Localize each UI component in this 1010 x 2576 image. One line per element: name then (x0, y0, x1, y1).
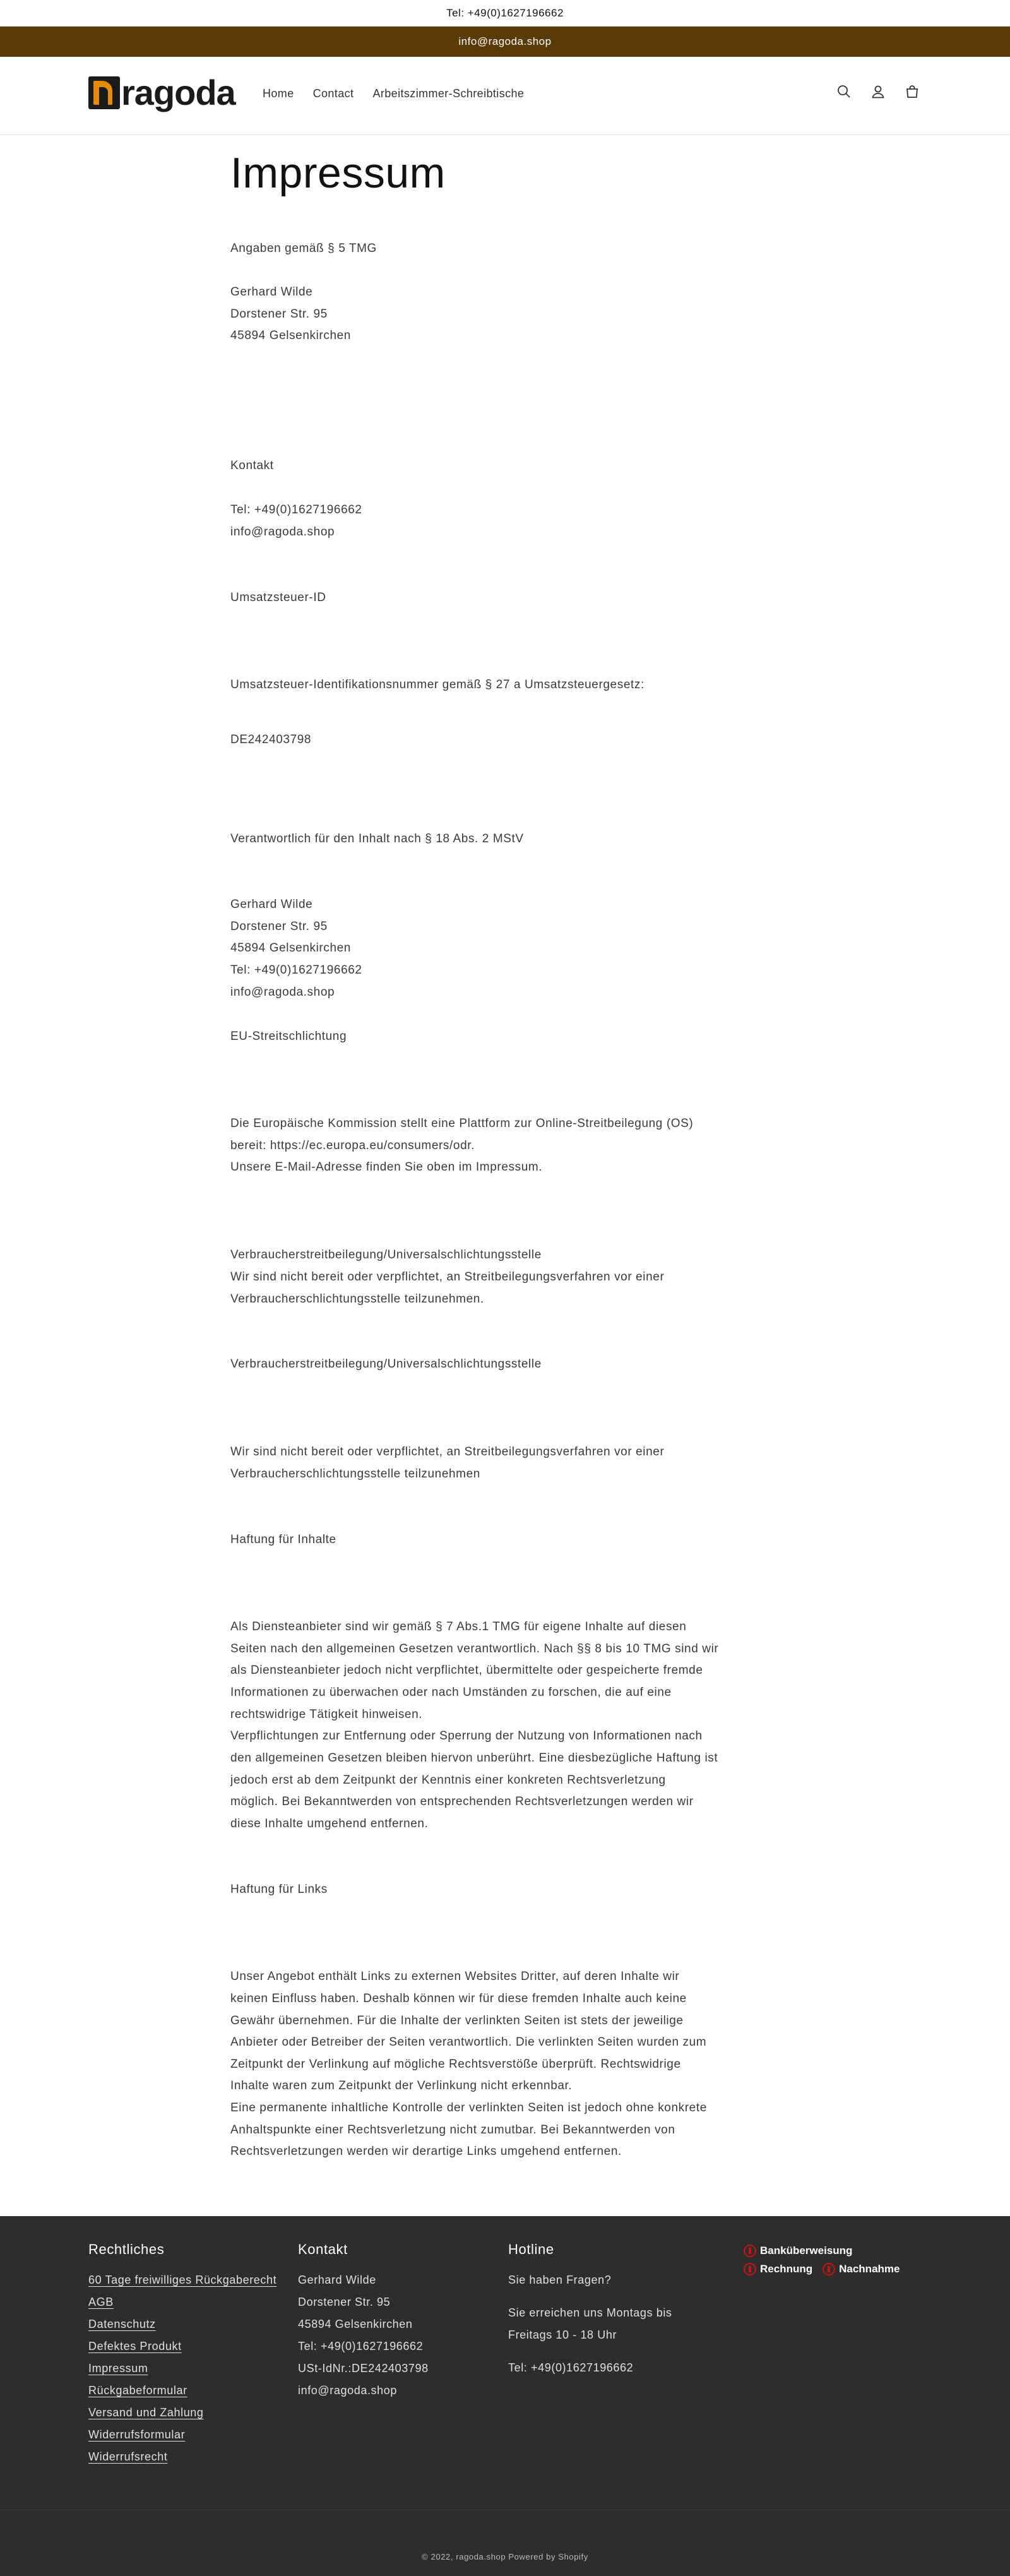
text-line: info@ragoda.shop (230, 986, 335, 999)
text-line: Eine permanente inhaltliche Kontrolle der verlinkten Seiten ist jedoch ohne konkrete (230, 2101, 707, 2114)
text-line: Dorstener Str. 95 (230, 307, 328, 321)
text-line: Haftung für Inhalte (230, 1533, 336, 1546)
footer-contact-line: 45894 Gelsenkirchen (298, 2318, 413, 2330)
nav-home[interactable]: Home (263, 87, 294, 100)
account-icon[interactable] (869, 82, 888, 101)
text-line: Verbraucherschlichtungsstelle teilzunehmen (230, 1467, 480, 1481)
footer-contact-line: USt-IdNr.:DE242403798 (298, 2362, 429, 2375)
text-line: Tel: +49(0)1627196662 (230, 503, 362, 516)
footer-link-widerrufsformular[interactable]: Widerrufsformular (88, 2428, 186, 2441)
text-line: Seiten nach den allgemeinen Gesetzen verantwortlich. Nach §§ 8 bis 10 TMG sind wir (230, 1642, 719, 1655)
text-line: Unser Angebot enthält Links zu externen Websites Dritter, auf deren Inhalte wir (230, 1970, 680, 1983)
text-line: keinen Einfluss haben. Deshalb können wir für diese fremden Inhalte auch keine (230, 1992, 687, 2005)
topbar-phone: Tel: +49(0)1627196662 (446, 6, 564, 19)
hotline-hours: Sie erreichen uns Montags bis (508, 2306, 672, 2319)
text-line: Tel: +49(0)1627196662 (230, 963, 362, 977)
text-line: Inhalte waren zum Zeitpunkt der Verlinkung nicht erkennbar. (230, 2079, 573, 2092)
site-header (0, 57, 1010, 135)
logo[interactable] (88, 73, 235, 112)
footer-contact-heading: Kontakt (298, 2241, 348, 2257)
text-line: Verbraucherschlichtungsstelle teilzunehmen. (230, 1292, 484, 1306)
text-line: Kontakt (230, 459, 274, 472)
announcement-email: info@ragoda.shop (458, 35, 552, 47)
footer-link-widerrufsrecht[interactable]: Widerrufsrecht (88, 2450, 168, 2463)
text-line: 45894 Gelsenkirchen (230, 329, 351, 342)
nav-arbeitszimmer[interactable]: Arbeitszimmer-Schreibtische (372, 87, 525, 100)
text-line: Dorstener Str. 95 (230, 920, 328, 933)
payment-bank (744, 2241, 900, 2260)
footer-link-impressum[interactable]: Impressum (88, 2362, 148, 2375)
footer-link-rueckgabeformular[interactable]: Rückgabeformular (88, 2384, 187, 2397)
payment-label: Banküberweisung (760, 2244, 853, 2257)
text-line: EU-Streitschlichtung (230, 1030, 347, 1043)
payment-label: Rechnung (760, 2262, 813, 2275)
text-line: Als Diensteanbieter sind wir gemäß § 7 Abs.1 TMG für eigene Inhalte auf diesen (230, 1620, 687, 1633)
logo-mark-icon (88, 76, 120, 109)
footer-contact-line: Gerhard Wilde (298, 2274, 376, 2286)
page-title: Impressum (230, 149, 446, 197)
copyright: © 2022, ragoda.shop Powered by Shopify (422, 2552, 588, 2561)
footer-link-datenschutz[interactable]: Datenschutz (88, 2318, 156, 2330)
hotline-hours: Freitags 10 - 18 Uhr (508, 2329, 617, 2341)
payment-icon (823, 2263, 835, 2275)
search-icon[interactable] (835, 82, 853, 101)
text-line: Gewähr übernehmen. Für die Inhalte der verlinkten Seiten ist stets der jeweilige (230, 2014, 684, 2027)
footer-link-rueckgaberecht[interactable]: 60 Tage freiwilliges Rückgaberecht (88, 2274, 277, 2286)
text-line: Anbieter oder Betreiber der Seiten verantwortlich. Die verlinkten Seiten wurden zum (230, 2036, 707, 2049)
payment-methods (744, 2241, 900, 2278)
text-line: bereit: https://ec.europa.eu/consumers/odr. (230, 1139, 475, 1152)
nav-contact[interactable]: Contact (312, 87, 354, 100)
text-line: Verbraucherstreitbeilegung/Universalschlichtungsstelle (230, 1357, 542, 1371)
text-line: Gerhard Wilde (230, 285, 313, 299)
text-line: den allgemeinen Gesetzen bleiben hiervon unberührt. Eine diesbezügliche Haftung ist (230, 1751, 718, 1765)
text-line: diese Inhalte umgehend entfernen. (230, 1817, 429, 1830)
text-line: Unsere E-Mail-Adresse finden Sie oben im Impressum. (230, 1160, 543, 1174)
footer-contact-line: Tel: +49(0)1627196662 (298, 2340, 424, 2352)
hotline-phone: Tel: +49(0)1627196662 (508, 2361, 634, 2374)
cart-icon[interactable] (903, 82, 922, 101)
footer-link-versand[interactable]: Versand und Zahlung (88, 2406, 204, 2419)
text-line: als Diensteanbieter jedoch nicht verpflichtet, übermittelte oder gespeicherte fremde (230, 1664, 703, 1677)
payment-icon (744, 2263, 756, 2275)
text-line: DE242403798 (230, 733, 312, 746)
text-line: Gerhard Wilde (230, 898, 313, 911)
text-line: Verbraucherstreitbeilegung/Universalschlichtungsstelle (230, 1248, 542, 1261)
footer-hotline-heading: Hotline (508, 2241, 554, 2257)
text-line: Angaben gemäß § 5 TMG (230, 242, 377, 255)
header-icons (835, 82, 922, 101)
topbar (0, 0, 1010, 27)
text-line: Rechtsverletzungen werden wir derartige Links umgehend entfernen. (230, 2145, 622, 2158)
footer-hotline (508, 2241, 672, 2379)
text-line: Anhaltspunkte einer Rechtsverletzung nicht zumutbar. Bei Bekanntwerden von (230, 2123, 675, 2137)
text-line: Die Europäische Kommission stellt eine Plattform zur Online-Streitbeilegung (OS) (230, 1117, 694, 1130)
text-line: Verantwortlich für den Inhalt nach § 18 Abs. 2 MStV (230, 832, 524, 845)
footer-legal-heading: Rechtliches (88, 2241, 165, 2257)
text-line: möglich. Bei Bekanntwerden von entsprechenden Rechtsverletzungen werden wir (230, 1795, 694, 1808)
footer-link-agb[interactable]: AGB (88, 2296, 114, 2308)
text-line: Haftung für Links (230, 1883, 328, 1896)
footer-legal (88, 2241, 276, 2468)
text-line: Wir sind nicht bereit oder verpflichtet, an Streitbeilegungsverfahren vor einer (230, 1270, 665, 1284)
footer-contact-line: info@ragoda.shop (298, 2384, 397, 2397)
text-line: rechtswidrige Tätigkeit hinweisen. (230, 1708, 423, 1721)
main-content (230, 149, 742, 197)
site-footer (0, 2216, 1010, 2576)
payment-invoice (744, 2260, 900, 2278)
logo-text: ragoda (121, 73, 235, 112)
main-nav (263, 87, 524, 100)
footer-link-defektes-produkt[interactable]: Defektes Produkt (88, 2340, 182, 2352)
footer-contact (298, 2241, 429, 2402)
text-line: jedoch erst ab dem Zeitpunkt der Kenntnis einer konkreten Rechtsverletzung (230, 1774, 666, 1787)
text-line: info@ragoda.shop (230, 525, 335, 539)
payment-icon (744, 2245, 756, 2257)
text-line: Zeitpunkt der Verlinkung auf mögliche Rechtsverstöße überprüft. Rechtswidrige (230, 2058, 681, 2071)
text-line: Informationen zu überwachen oder nach Umständen zu forschen, die auf eine (230, 1686, 672, 1699)
announcement-bar (0, 27, 1010, 57)
text-line: Umsatzsteuer-ID (230, 591, 326, 604)
text-line: Umsatzsteuer-Identifikationsnummer gemäß § 27 a Umsatzsteuergesetz: (230, 678, 645, 691)
payment-label: Nachnahme (839, 2262, 900, 2275)
footer-contact-line: Dorstener Str. 95 (298, 2296, 391, 2308)
text-line: Wir sind nicht bereit oder verpflichtet, an Streitbeilegungsverfahren vor einer (230, 1445, 665, 1458)
text-line: 45894 Gelsenkirchen (230, 941, 351, 955)
text-line: Verpflichtungen zur Entfernung oder Sperrung der Nutzung von Informationen nach (230, 1729, 703, 1743)
hotline-question: Sie haben Fragen? (508, 2274, 612, 2286)
